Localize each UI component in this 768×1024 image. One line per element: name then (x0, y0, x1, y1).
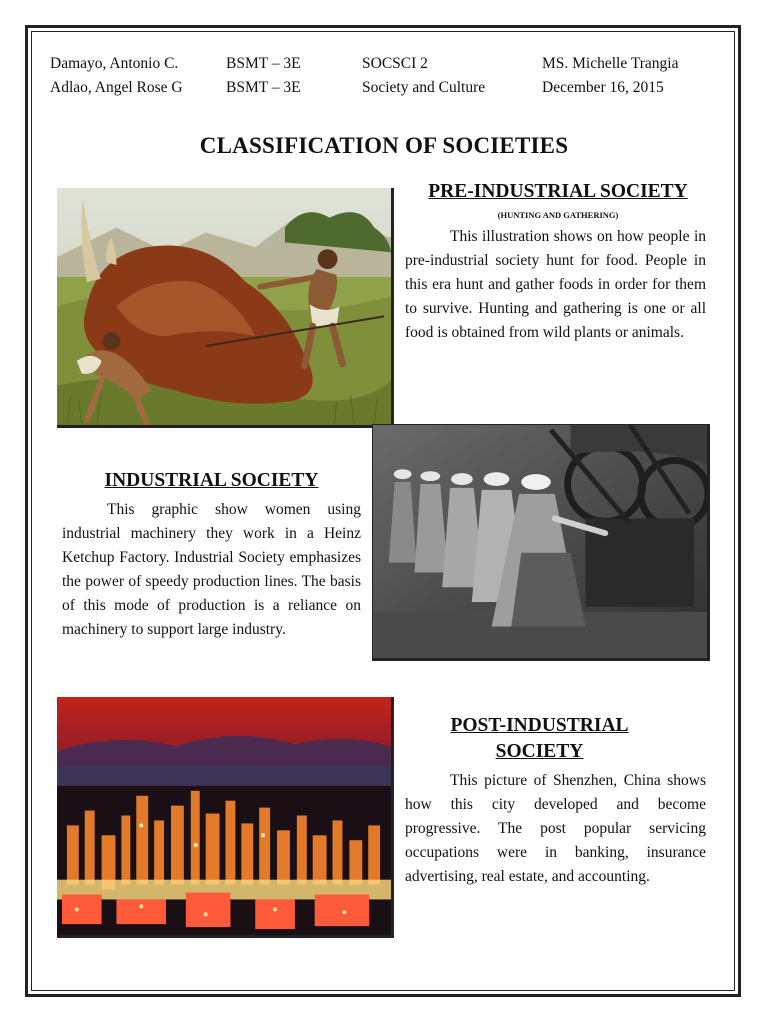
industrial-text: This graphic show women using industrial machinery they work in a Heinz Ketchup Factory. Industrial Society emphasizes the power of speedy production lines. The basis of this mode of production is a reliance on machinery to support large industry. (62, 501, 361, 638)
course-title: Society and Culture (362, 79, 486, 96)
pre-industrial-title: PRE-INDUSTRIAL SOCIETY (428, 181, 688, 202)
post-industrial-title-line1: POST-INDUSTRIAL (450, 715, 629, 736)
city-night-photo (57, 697, 394, 938)
page-title: CLASSIFICATION OF SOCIETIES (199, 133, 569, 158)
section-1: BSMT – 3E (226, 55, 301, 72)
pre-industrial-text: This illustration shows on how people in pre-industrial society hunt for food. People in this era hunt and gather foods in order for them to survive. Hunting and gathering is one or all food is obtained from wild plants or animals. (405, 228, 706, 341)
section-2: BSMT – 3E (226, 79, 301, 96)
post-industrial-text: This picture of Shenzhen, China shows how this city developed and become progressive. The post popular servicing occupations were in banking, insurance advertising, real estate, and accounting. (405, 772, 706, 885)
factory-photo (372, 424, 710, 661)
course-code: SOCSCI 2 (362, 55, 428, 72)
pre-industrial-subtitle: (HUNTING AND GATHERING) (497, 210, 619, 220)
post-industrial-title-line2: SOCIETY (495, 741, 584, 762)
student-name-1: Damayo, Antonio C. (50, 55, 179, 72)
teacher-name: MS. Michelle Trangia (542, 55, 679, 72)
student-name-2: Adlao, Angel Rose G (50, 79, 183, 96)
hunting-illustration (57, 188, 394, 428)
submission-date: December 16, 2015 (542, 79, 664, 96)
industrial-title: INDUSTRIAL SOCIETY (104, 470, 319, 491)
